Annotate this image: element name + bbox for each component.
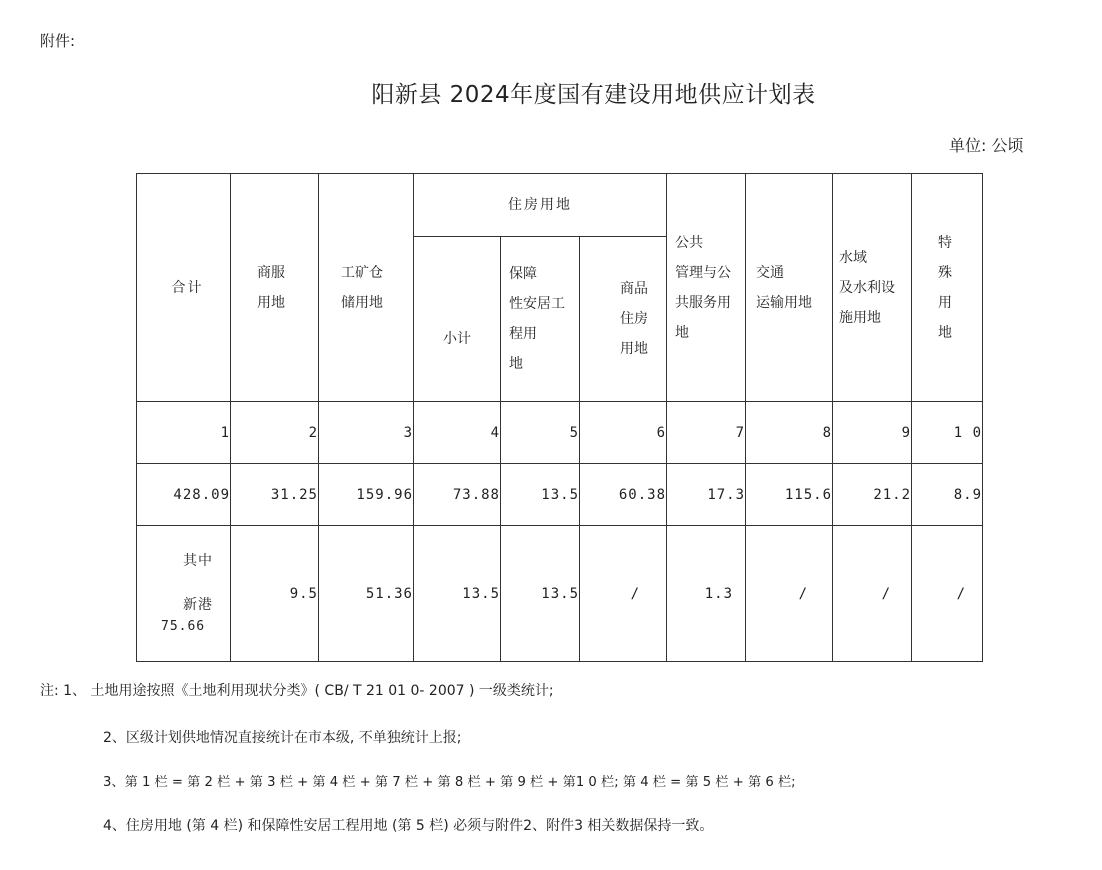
table-cell: 9.5 (231, 526, 319, 662)
table-cell: 1 0 (912, 402, 983, 464)
column-number-row (137, 402, 983, 464)
table-cell: 428.09 (137, 464, 231, 526)
header-transport: 交通 运输用地 (746, 174, 833, 402)
header-public-service: 公共 管理与公 共服务用 地 (667, 174, 746, 402)
note-2: 2、区级计划供地情况直接统计在市本级, 不单独统计上报; (103, 730, 462, 746)
totals-row (137, 464, 983, 526)
table-cell: 9 (833, 402, 912, 464)
table-cell: 1.3 (667, 526, 746, 662)
header-total: 合计 (137, 174, 231, 402)
table-cell: 13.5 (501, 526, 580, 662)
table-cell: 1 (137, 402, 231, 464)
table-cell: 8 (746, 402, 833, 464)
header-commercial: 商服 用地 (231, 174, 319, 402)
note-1: 注: 1、 土地用途按照《土地利用现状分类》( CB/ T 21 01 0- 2007 ) 一级类统计; (40, 683, 554, 699)
table-cell: 5 (501, 402, 580, 464)
table-cell: 115.6 (746, 464, 833, 526)
table-cell: 17.3 (667, 464, 746, 526)
header-special: 特 殊 用 地 (912, 174, 983, 402)
header-industrial: 工矿仓 储用地 (319, 174, 414, 402)
table-cell: 51.36 (319, 526, 414, 662)
xingang-row (137, 526, 983, 662)
land-supply-table (136, 173, 983, 662)
table-cell: 73.88 (414, 464, 501, 526)
attachment-label: 附件: (40, 32, 76, 50)
xingang-label-1: 其中 (183, 552, 213, 569)
note-4: 4、住房用地 (第 4 栏) 和保障性安居工程用地 (第 5 栏) 必须与附件2、附件3 相关数据保持一致。 (103, 818, 714, 834)
table-cell: 21.2 (833, 464, 912, 526)
table-cell: 13.5 (414, 526, 501, 662)
table-cell: / (833, 526, 912, 662)
table-cell: / (912, 526, 983, 662)
page-title: 阳新县 2024年度国有建设用地供应计划表 (371, 82, 816, 108)
table-cell: 3 (319, 402, 414, 464)
note-3: 3、第 1 栏 = 第 2 栏 + 第 3 栏 + 第 4 栏 + 第 7 栏 + 第 8 栏 + 第 9 栏 + 第1 0 栏; 第 4 栏 = 第 5 栏 + 第 6 栏; (103, 775, 796, 790)
table-cell: 159.96 (319, 464, 414, 526)
unit-label: 单位: 公顷 (949, 136, 1024, 155)
table-cell: 6 (580, 402, 667, 464)
header-housing-group: 住房用地 (414, 174, 667, 237)
table-cell: 7 (667, 402, 746, 464)
table-cell: 2 (231, 402, 319, 464)
header-housing-subtotal: 小计 (414, 237, 501, 402)
table-cell: / (746, 526, 833, 662)
table-cell: 8.9 (912, 464, 983, 526)
table-cell: 60.38 (580, 464, 667, 526)
table-cell: / (580, 526, 667, 662)
table-cell: 4 (414, 402, 501, 464)
header-water: 水域 及水利设 施用地 (833, 174, 912, 402)
header-commodity-housing: 商品 住房 用地 (580, 237, 667, 402)
xingang-label-2: 新港 (183, 596, 213, 613)
header-affordable-housing: 保障 性安居工 程用 地 (501, 237, 580, 402)
table-cell: 31.25 (231, 464, 319, 526)
table-cell: 13.5 (501, 464, 580, 526)
xingang-label-cell (137, 526, 231, 662)
xingang-total: 75.66 (161, 618, 206, 634)
